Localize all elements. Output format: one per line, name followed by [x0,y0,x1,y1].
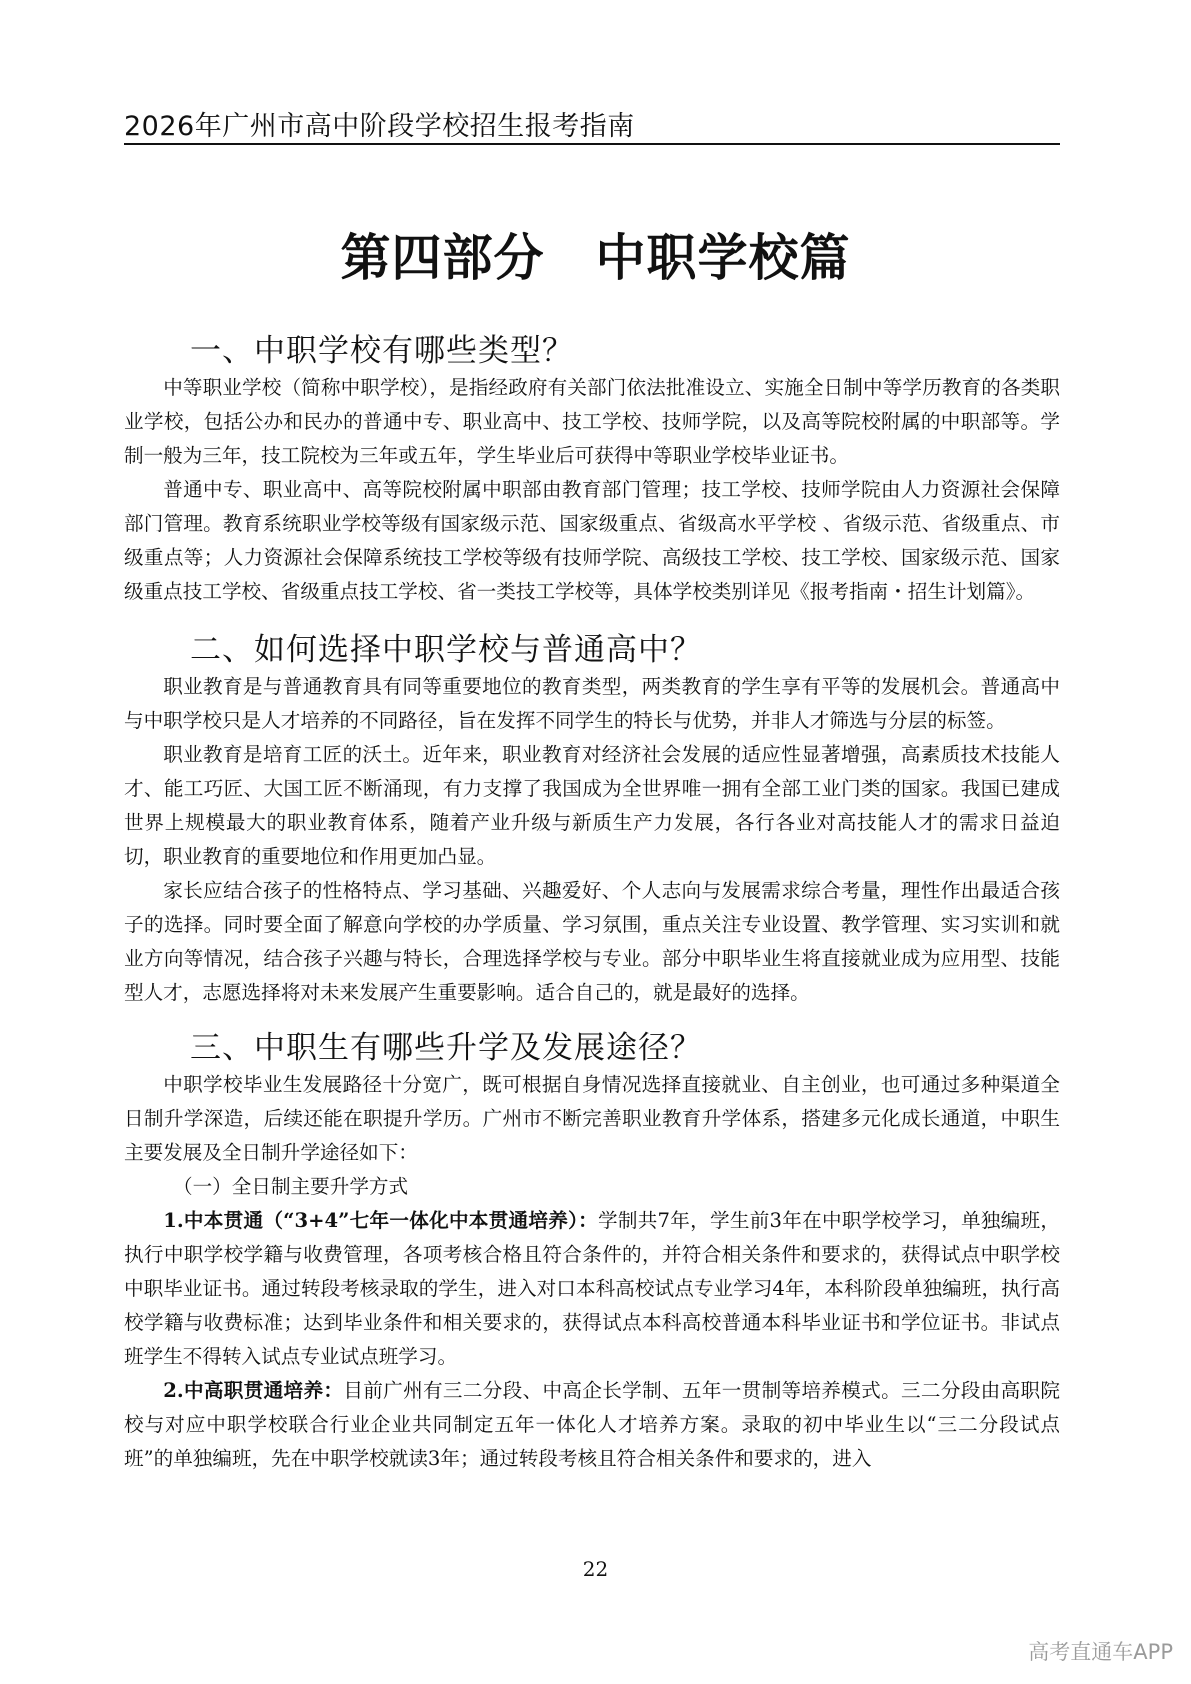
section-2-paragraph-3: 家长应结合孩子的性格特点、学习基础、兴趣爱好、个人志向与发展需求综合考量，理性作出最适合孩子的选择。同时要全面了解意向学校的办学质量、学习氛围，重点关注专业设置、教学管理、实习实训和就业方向等情况，结合孩子兴趣与特长，合理选择学校与专业。部分中职毕业生将直接就业成为应用型、技能型人才，志愿选择将对未来发展产生重要影响。适合自己的，就是最好的选择。 [124,879,1060,1004]
section-1-paragraph-2: 普通中专、职业高中、高等院校附属中职部由教育部门管理；技工学校、技师学院由人力资源社会保障部门管理。教育系统职业学校等级有国家级示范、国家级重点、省级高水平学校 、省级示范、省级重点、市级重点等；人力资源社会保障系统技工学校等级有技师学院、高级技工学校、技工学校、国家级示范、国家级重点技工学校、省级重点技工学校、省一类技工学校等，具体学校类别详见《报考指南・招生计划篇》。 [124,478,1060,603]
section-3-body [124,1068,1060,1476]
section-1-body [124,371,1060,609]
running-header-title: 2026年广州市高中阶段学校招生报考指南 [124,111,635,142]
watermark: 高考直通车APP [1028,1640,1173,1664]
section-2-body [124,670,1060,1010]
section-3-item-1 [124,1204,1060,1374]
section-3-item-1-lead: 1.中本贯通（“3+4”七年一体化中本贯通培养）： [163,1209,598,1232]
section-3-item-1-text: 学制共7年，学生前3年在中职学校学习，单独编班，执行中职学校学籍与收费管理，各项考核合格且符合条件的，并符合相关条件和要求的，获得试点中职学校中职毕业证书。通过转段考核录取的学生，进入对口本科高校试点专业学习4年，本科阶段单独编班，执行高校学籍与收费标准；达到毕业条件和相关要求的，获得试点本科高校普通本科毕业证书和学位证书。非试点班学生不得转入试点专业试点班学习。 [124,1209,1060,1368]
section-2-heading: 二、如何选择中职学校与普通高中？ [190,632,702,668]
section-3-heading: 三、中职生有哪些升学及发展途径？ [190,1030,702,1066]
section-3-item-2-lead: 2.中高职贯通培养： [163,1379,344,1402]
section-3-item-2 [124,1374,1060,1476]
section-1-heading: 一、中职学校有哪些类型？ [190,333,574,369]
section-1-paragraph-1: 中等职业学校（简称中职学校），是指经政府有关部门依法批准设立、实施全日制中等学历教育的各类职业学校，包括公办和民办的普通中专、职业高中、技工学校、技师学院，以及高等院校附属的中职部等。学制一般为三年，技工院校为三年或五年，学生毕业后可获得中等职业学校毕业证书。 [124,376,1060,467]
section-3-subheading: （一）全日制主要升学方式 [173,1175,409,1198]
section-2-paragraph-2: 职业教育是培育工匠的沃土。近年来，职业教育对经济社会发展的适应性显著增强，高素质技术技能人才、能工巧匠、大国工匠不断涌现，有力支撑了我国成为全世界唯一拥有全部工业门类的国家。我国已建成世界上规模最大的职业教育体系，随着产业升级与新质生产力发展，各行各业对高技能人才的需求日益迫切，职业教育的重要地位和作用更加凸显。 [124,743,1060,868]
part-title: 第四部分 中职学校篇 [340,228,851,287]
section-3-intro: 中职学校毕业生发展路径十分宽广，既可根据自身情况选择直接就业、自主创业，也可通过多种渠道全日制升学深造，后续还能在职提升学历。广州市不断完善职业教育升学体系，搭建多元化成长通道，中职生主要发展及全日制升学途径如下： [124,1073,1060,1164]
header-rule [124,143,1060,145]
page-number: 22 [582,1557,609,1581]
section-2-paragraph-1: 职业教育是与普通教育具有同等重要地位的教育类型，两类教育的学生享有平等的发展机会。普通高中与中职学校只是人才培养的不同路径，旨在发挥不同学生的特长与优势，并非人才筛选与分层的标签。 [124,675,1060,732]
section-3-item-2-text: 目前广州有三二分段、中高企长学制、五年一贯制等培养模式。三二分段由高职院校与对应中职学校联合行业企业共同制定五年一体化人才培养方案。录取的初中毕业生以“三二分段试点班”的单独编班，先在中职学校就读3年；通过转段考核且符合相关条件和要求的，进入 [124,1379,1060,1470]
